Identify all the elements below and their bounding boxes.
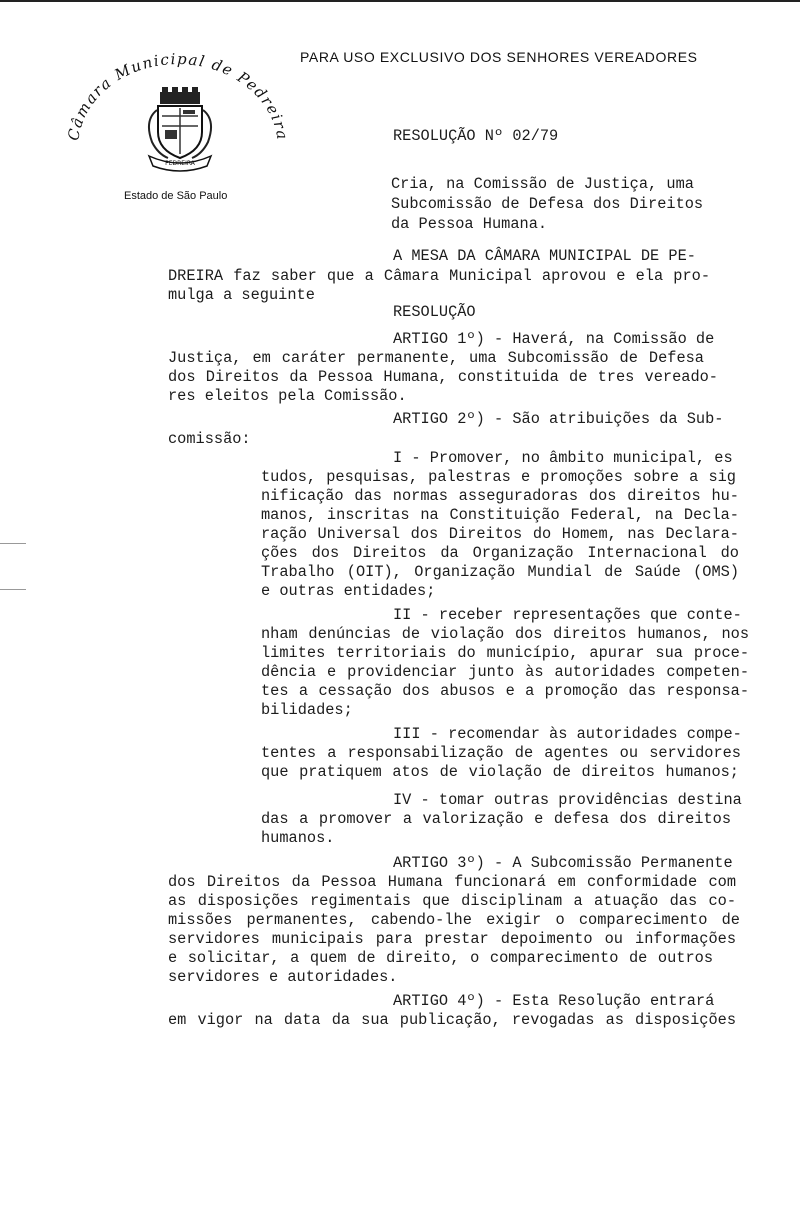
- item-ii-line: nham denúncias de violação dos direitos humanos, nos: [261, 625, 749, 643]
- item-i-line: ções dos Direitos da Organização Internacional do: [261, 544, 739, 562]
- item-iv-line: IV - tomar outras providências destina: [393, 791, 742, 809]
- item-iii-line: III - recomendar às autoridades compe-: [393, 725, 742, 743]
- article-1-line: res eleitos pela Comissão.: [168, 387, 407, 405]
- margin-mark: [0, 543, 26, 544]
- article-4-line: em vigor na data da sua publicação, revogadas as disposições: [168, 1011, 736, 1029]
- resolution-heading: RESOLUÇÃO: [393, 303, 476, 321]
- article-1-line: ARTIGO 1º) - Haverá, na Comissão de: [393, 330, 715, 348]
- item-i-line: I - Promover, no âmbito municipal, es: [393, 449, 733, 467]
- seal-arc-text: Câmara Municipal de Pedreira: [64, 50, 292, 143]
- item-i-line: tudos, pesquisas, palestras e promoções sobre a sig: [261, 468, 736, 486]
- page-top-border: [0, 0, 800, 2]
- item-i-line: nificação das normas asseguradoras dos direitos hu-: [261, 487, 739, 505]
- item-iii-line: tentes a responsabilização de agentes ou servidores: [261, 744, 741, 762]
- state-label: Estado de São Paulo: [124, 190, 228, 202]
- resolution-number: RESOLUÇÃO Nº 02/79: [393, 127, 559, 145]
- article-3-line: e solicitar, a quem de direito, o comparecimento de outros: [168, 949, 713, 967]
- article-1-line: Justiça, em caráter permanente, uma Subcomissão de Defesa: [168, 349, 704, 367]
- municipal-seal: [64, 50, 294, 175]
- item-iii-line: que pratiquem atos de violação de direitos humanos;: [261, 763, 739, 781]
- preamble-line: A MESA DA CÂMARA MUNICIPAL DE PE-: [393, 247, 696, 265]
- article-2-line: comissão:: [168, 430, 251, 448]
- item-iv-line: das a promover a valorização e defesa dos direitos: [261, 810, 731, 828]
- margin-mark: [0, 589, 26, 590]
- article-3-line: servidores e autoridades.: [168, 968, 398, 986]
- item-i-line: ração Universal dos Direitos do Homem, nas Declara-: [261, 525, 739, 543]
- exclusive-use-notice: PARA USO EXCLUSIVO DOS SENHORES VEREADORES: [300, 49, 698, 65]
- summary-line: Cria, na Comissão de Justiça, uma: [391, 175, 694, 193]
- seal-motto: PEDREIRA: [165, 160, 195, 167]
- article-3-line: as disposições regimentais que disciplinam a atuação das co-: [168, 892, 736, 910]
- item-ii-line: tes a cessação dos abusos e a promoção das responsa-: [261, 682, 749, 700]
- item-ii-line: limites territoriais do município, apurar sua proce-: [261, 644, 749, 662]
- item-ii-line: dência e providenciar junto às autoridades competen-: [261, 663, 749, 681]
- article-1-line: dos Direitos da Pessoa Humana, constituida de tres vereado-: [168, 368, 718, 386]
- article-3-line: ARTIGO 3º) - A Subcomissão Permanente: [393, 854, 733, 872]
- item-ii-line: II - receber representações que conte-: [393, 606, 742, 624]
- item-i-line: Trabalho (OIT), Organização Mundial de Saúde (OMS): [261, 563, 739, 581]
- preamble-line: mulga a seguinte: [168, 286, 315, 304]
- article-3-line: servidores municipais para prestar depoimento ou informações: [168, 930, 736, 948]
- item-iv-line: humanos.: [261, 829, 335, 847]
- item-i-line: e outras entidades;: [261, 582, 436, 600]
- item-i-line: manos, inscritas na Constituição Federal, na Decla-: [261, 506, 739, 524]
- item-ii-line: bilidades;: [261, 701, 353, 719]
- coat-of-arms-icon: [149, 87, 211, 171]
- summary-line: da Pessoa Humana.: [391, 215, 548, 233]
- article-4-line: ARTIGO 4º) - Esta Resolução entrará: [393, 992, 715, 1010]
- preamble-line: DREIRA faz saber que a Câmara Municipal aprovou e ela pro-: [168, 267, 710, 285]
- article-3-line: dos Direitos da Pessoa Humana funcionará em conformidade com: [168, 873, 736, 891]
- summary-line: Subcomissão de Defesa dos Direitos: [391, 195, 704, 213]
- article-3-line: missões permanentes, cabendo-lhe exigir o comparecimento de: [168, 911, 740, 929]
- article-2-line: ARTIGO 2º) - São atribuições da Sub-: [393, 410, 724, 428]
